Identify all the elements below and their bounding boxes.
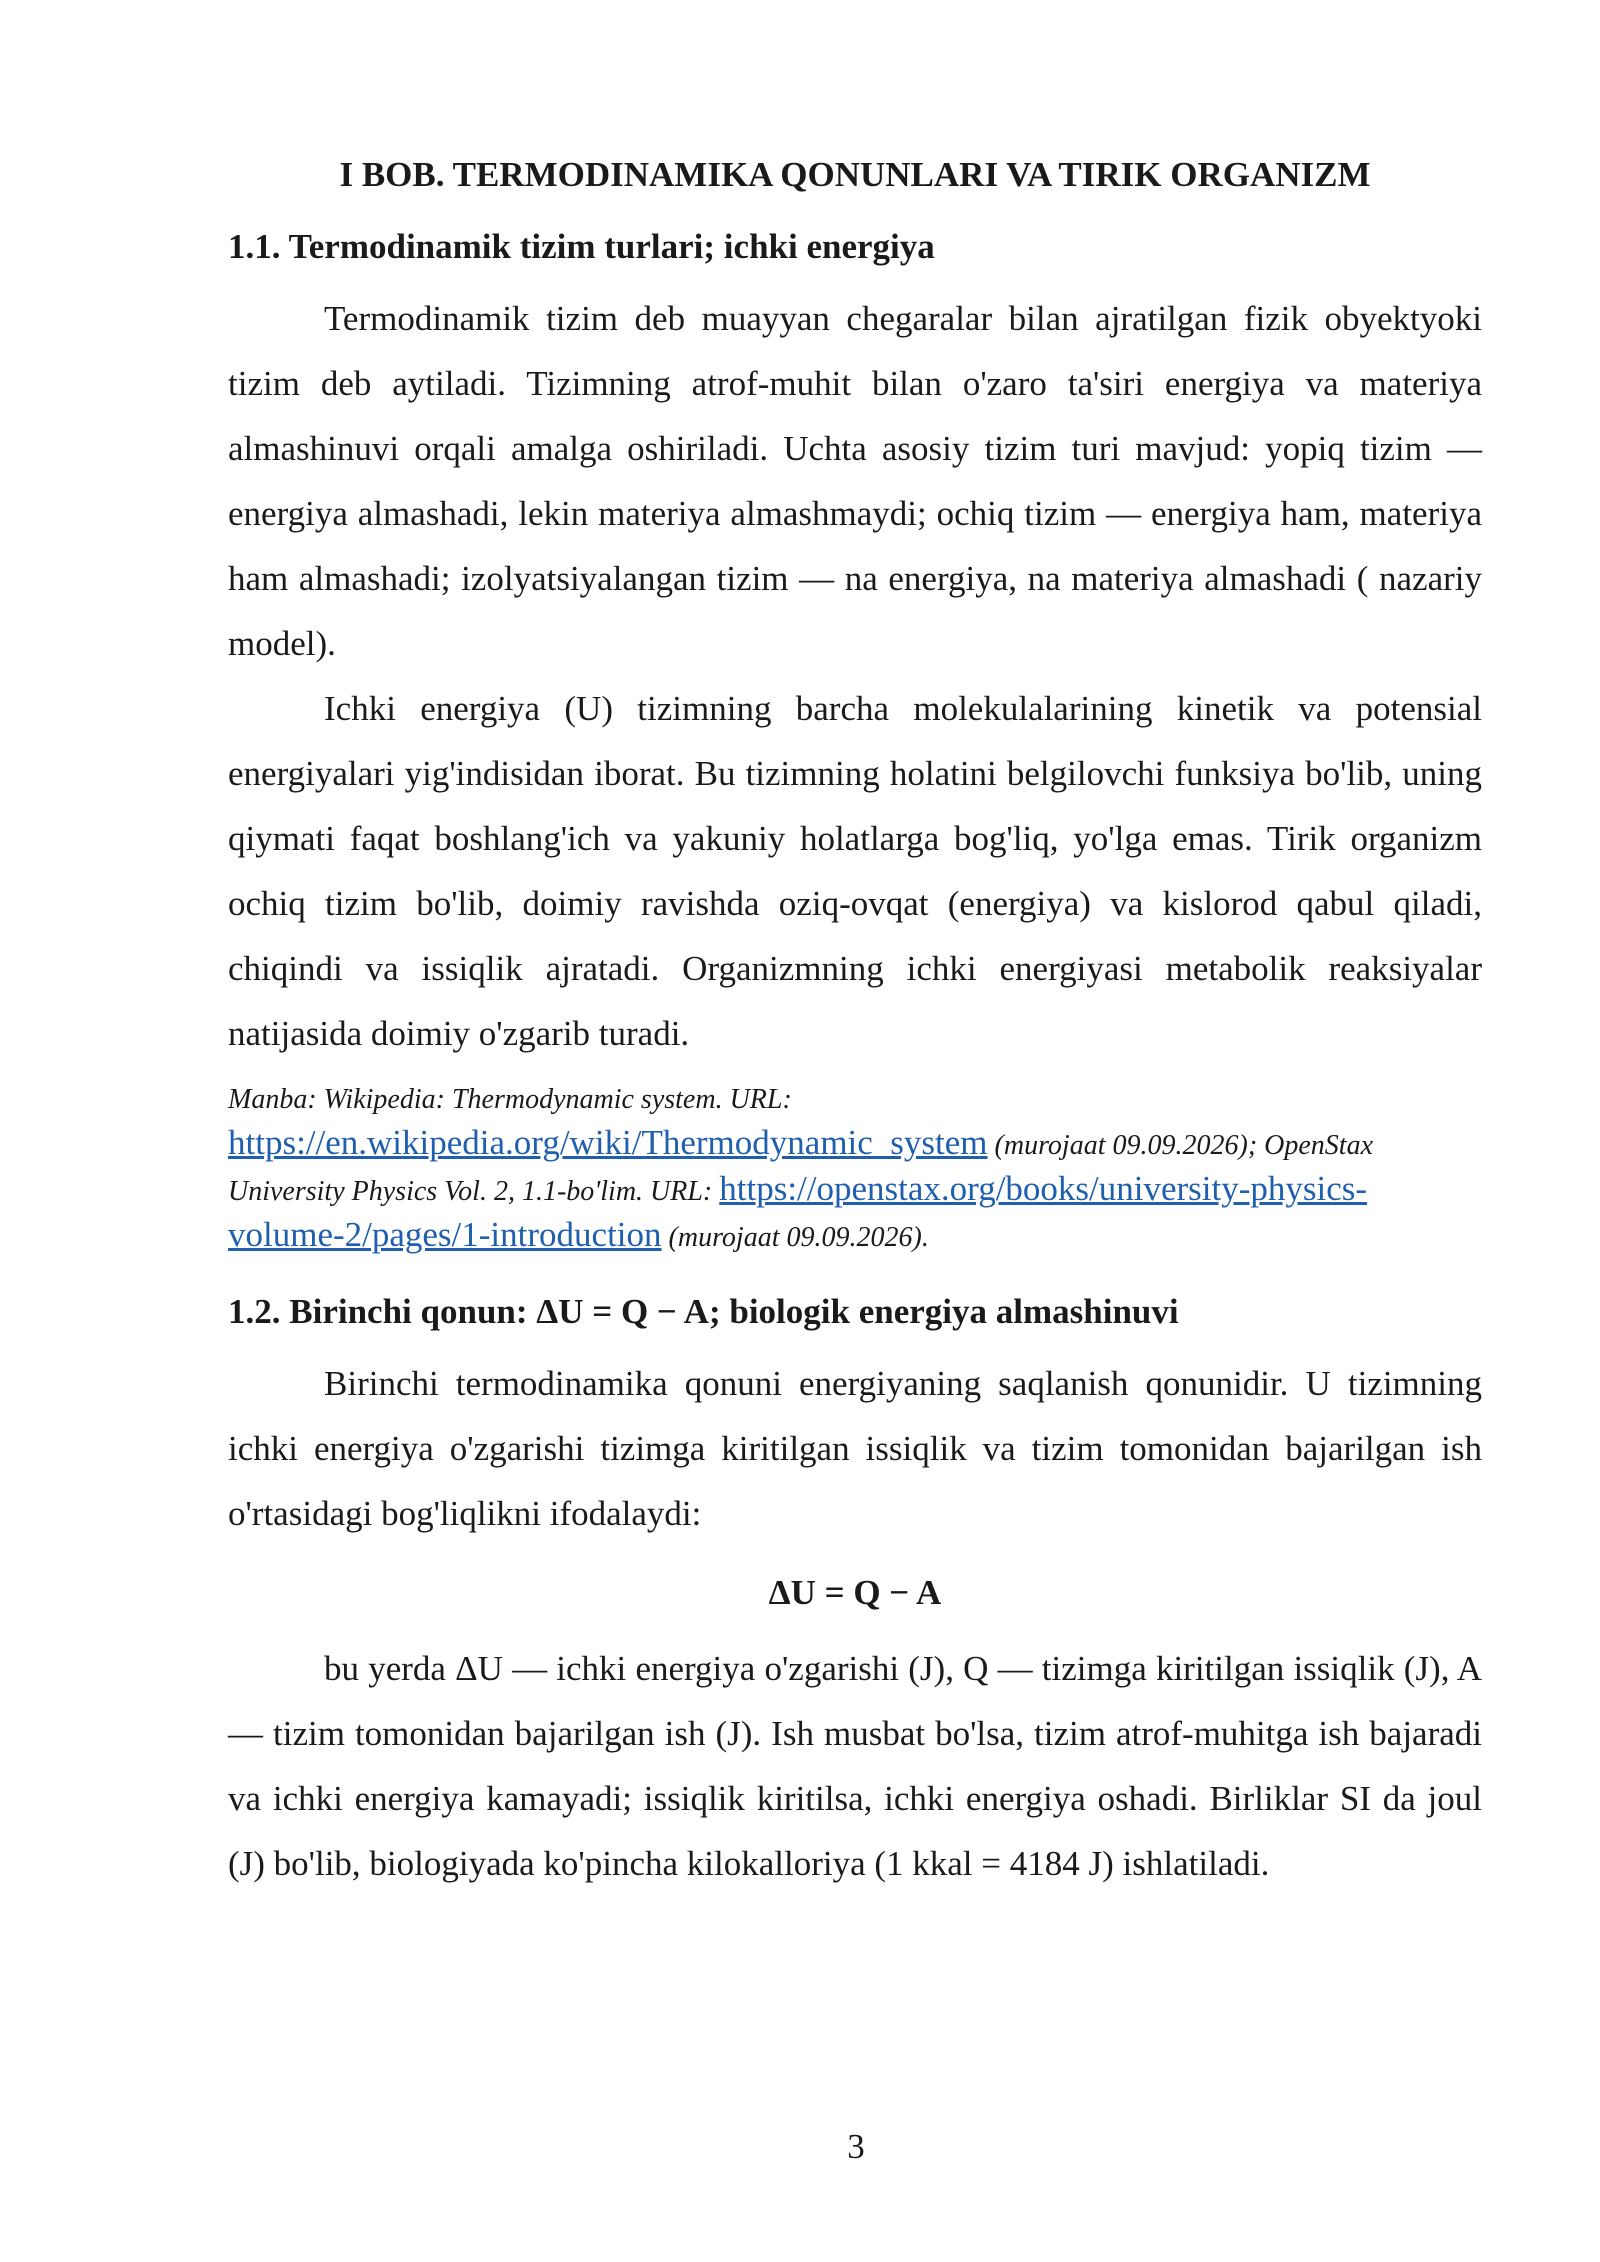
paragraph-first-law: Birinchi termodinamika qonuni energiyaning saqlanish qonunidir. U tizimning ichki energiya o'zgarishi tizimga kiritilgan issiqlik va tizim tomonidan bajarilgan ish o'rtasidagi bog'liqlikni ifodalaydi: xyxy=(228,1364,1482,1533)
section-title-1-2: 1.2. Birinchi qonun: ΔU = Q − A; biologik energiya almashinuvi xyxy=(228,1292,1179,1331)
chapter-title: I BOB. TERMODINAMIKA QONUNLARI VA TIRIK ORGANIZM xyxy=(339,155,1371,194)
paragraph-thermodynamic-system: Termodinamik tizim deb muayyan chegaralar bilan ajratilgan fizik obyektyoki tizim deb aytiladi. Tizimning atrof-muhit bilan o'zaro ta'siri energiya va materiya almashinuvi orqali amalga oshiriladi. Uchta asosiy tizim turi mavjud: yopiq tizim — energiya almashadi, lekin materiya almashmaydi; ochiq tizim — energiya ham, materiya ham almashadi; izolyatsiyalangan tizim — na energiya, na materiya almashadi ( nazariy model). xyxy=(228,299,1482,663)
page-number: 3 xyxy=(847,2127,865,2166)
source-suffix: (murojaat 09.09.2026). xyxy=(668,1222,929,1253)
section-title-1-1: 1.1. Termodinamik tizim turlari; ichki energiya xyxy=(228,227,935,266)
paragraph-internal-energy: Ichki energiya (U) tizimning barcha molekulalarining kinetik va potensial energiyalari yig'indisidan iborat. Bu tizimning holatini belgilovchi funksiya bo'lib, uning qiymati faqat boshlang'ich va yakuniy holatlarga bog'liq, yo'lga emas. Tirik organizm ochiq tizim bo'lib, doimiy ravishda oziq-ovqat (energiya) va kislorod qabul qiladi, chiqindi va issiqlik ajratadi. Organizmning ichki energiyasi metabolik reaksiyalar natijasida doimiy o'zgarib turadi. xyxy=(228,689,1482,1053)
document-page xyxy=(228,150,1482,1896)
source-mid: (murojaat 09.09.2026); OpenStax University Physics Vol. 2, 1.1-bo'lim. URL: xyxy=(228,1130,1373,1207)
paragraph-formula-explanation: bu yerda ΔU — ichki energiya o'zgarishi (J), Q — tizimga kiritilgan issiqlik (J), A — tizim tomonidan bajarilgan ish (J). Ish musbat bo'lsa, tizim atrof-muhitga ish bajaradi va ichki energiya kamayadi; issiqlik kiritilsa, ichki energiya oshadi. Birliklar SI da joul (J) bo'lib, biologiyada ko'pincha kilokalloriya (1 kkal = 4184 J) ishlatiladi. xyxy=(228,1649,1482,1883)
wikipedia-link[interactable]: https://en.wikipedia.org/wiki/Thermodynamic_system xyxy=(228,1123,988,1162)
openstax-link[interactable]: https://openstax.org/books/university-physics-volume-2/pages/1-introduction xyxy=(228,1169,1368,1254)
source-citation xyxy=(228,1078,1482,1259)
formula-first-law: ΔU = Q − A xyxy=(768,1573,942,1612)
source-prefix: Manba: Wikipedia: Thermodynamic system. URL: xyxy=(228,1084,792,1115)
